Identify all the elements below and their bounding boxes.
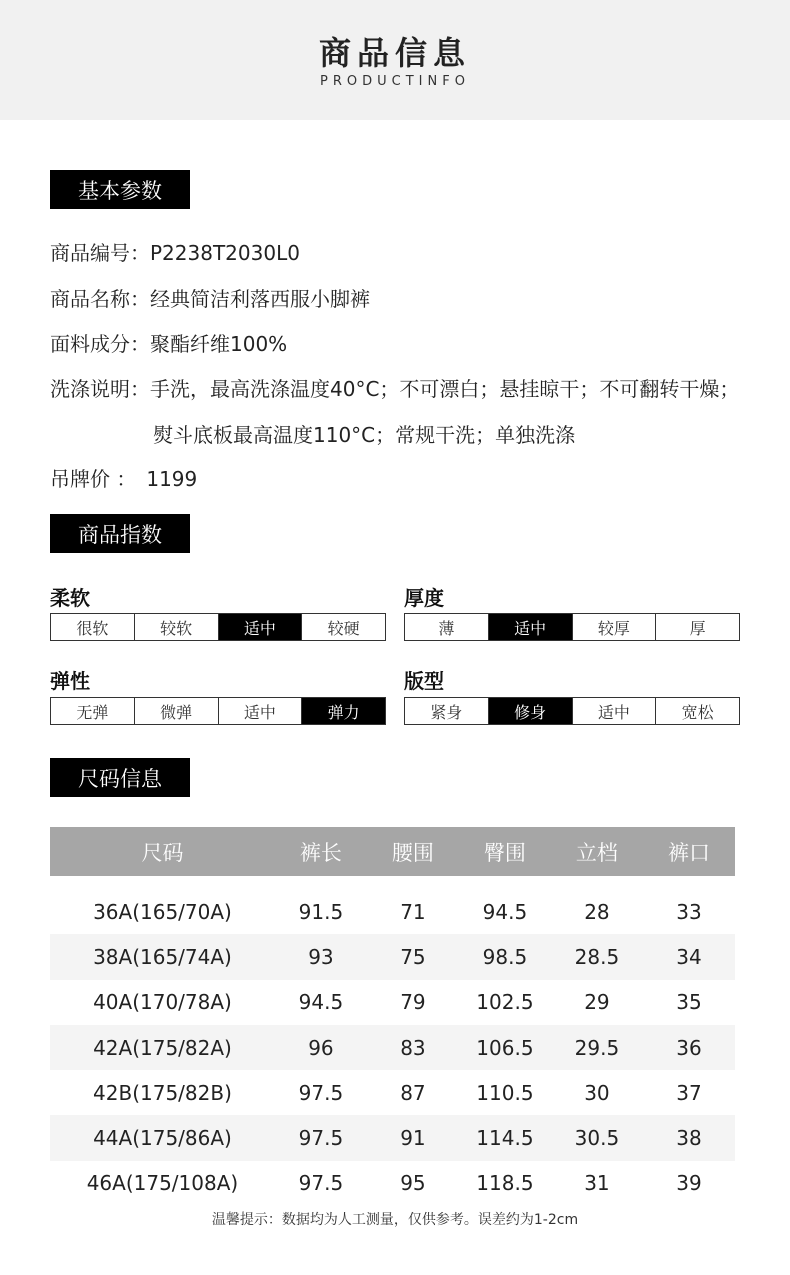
index-label-thickness: 厚度 — [404, 586, 444, 610]
param-key: 商品编号： — [50, 241, 150, 265]
page-title: 商品信息 — [318, 34, 471, 72]
table-cell: 30 — [584, 1080, 610, 1105]
param-wash-continued: 熨斗底板最高温度110°C；常规干洗；单独洗涤 — [153, 423, 576, 447]
table-cell: 28.5 — [551, 934, 643, 979]
index-option: 适中 — [573, 698, 657, 724]
index-option: 很软 — [51, 614, 135, 640]
index-option: 适中 — [219, 698, 303, 724]
table-cell: 42B(175/82B) — [93, 1080, 232, 1105]
index-option: 适中 — [219, 614, 303, 640]
section-tag-basic: 基本参数 — [50, 170, 190, 209]
param-value: 经典简洁利落西服小脚裤 — [150, 287, 370, 311]
param-row-fabric — [50, 328, 287, 357]
param-row-price — [50, 463, 197, 492]
table-row — [50, 934, 735, 979]
table-spacer — [50, 876, 735, 889]
table-cell: 31 — [584, 1171, 610, 1196]
table-cell: 114.5 — [459, 1115, 551, 1160]
table-cell: 44A(175/86A) — [50, 1115, 275, 1160]
index-scale-elasticity — [50, 697, 386, 725]
table-cell: 83 — [367, 1025, 459, 1070]
table-cell: 42A(175/82A) — [50, 1025, 275, 1070]
table-cell: 29 — [584, 990, 610, 1015]
table-cell: 97.5 — [275, 1115, 367, 1160]
param-value: 手洗，最高洗涤温度40°C；不可漂白；悬挂晾干；不可翻转干燥； — [150, 377, 740, 401]
index-option: 厚 — [689, 618, 706, 638]
table-cell: 94.5 — [482, 899, 528, 924]
index-label-softness: 柔软 — [50, 586, 90, 610]
table-cell: 35 — [676, 990, 702, 1015]
column-header: 立档 — [551, 827, 643, 876]
table-cell: 75 — [367, 934, 459, 979]
table-cell: 29.5 — [551, 1025, 643, 1070]
param-row-name — [50, 283, 370, 312]
section-tag-index: 商品指数 — [50, 514, 190, 553]
table-cell: 87 — [400, 1080, 426, 1105]
spacer-cell — [50, 876, 735, 889]
table-cell: 91 — [367, 1115, 459, 1160]
table-row — [50, 980, 735, 1025]
table-row — [50, 1070, 735, 1115]
table-cell: 40A(170/78A) — [93, 990, 232, 1015]
index-option: 紧身 — [405, 698, 489, 724]
table-row — [50, 1161, 735, 1206]
index-option: 适中 — [489, 614, 573, 640]
index-label-fit: 版型 — [404, 669, 444, 693]
index-option: 较厚 — [573, 614, 657, 640]
index-option: 微弹 — [135, 698, 219, 724]
table-cell: 97.5 — [298, 1080, 344, 1105]
column-header: 臀围 — [459, 827, 551, 876]
table-cell: 37 — [676, 1080, 702, 1105]
table-row — [50, 889, 735, 934]
column-header: 腰围 — [367, 827, 459, 876]
table-row — [50, 1115, 735, 1160]
table-cell: 95 — [400, 1171, 426, 1196]
column-header: 裤口 — [643, 827, 735, 876]
table-cell: 102.5 — [476, 990, 534, 1015]
param-row-wash — [50, 373, 739, 402]
index-option: 宽松 — [681, 702, 714, 722]
index-scale-softness — [50, 613, 386, 641]
table-cell: 30.5 — [551, 1115, 643, 1160]
param-row-code — [50, 237, 300, 266]
measurement-note: 温馨提示：数据均为人工测量，仅供参考。误差约为1-2cm — [211, 1212, 579, 1228]
index-option: 较软 — [135, 614, 219, 640]
table-row — [50, 1025, 735, 1070]
index-option: 薄 — [405, 614, 489, 640]
param-value: P2238T2030L0 — [150, 241, 300, 265]
size-table-header — [50, 827, 735, 876]
size-table — [50, 827, 735, 1206]
table-cell: 46A(175/108A) — [86, 1171, 239, 1196]
param-value: 聚酯纤维100% — [150, 332, 288, 356]
param-key: 洗涤说明： — [50, 377, 150, 401]
table-cell: 28 — [584, 899, 610, 924]
table-cell: 36 — [643, 1025, 735, 1070]
table-cell: 36A(165/70A) — [93, 899, 232, 924]
index-label-elasticity: 弹性 — [50, 669, 90, 693]
table-cell: 38A(165/74A) — [50, 934, 275, 979]
index-scale-fit — [404, 697, 740, 725]
table-cell: 71 — [400, 899, 426, 924]
table-cell: 98.5 — [459, 934, 551, 979]
param-value: 1199 — [146, 467, 198, 491]
param-key: 面料成分： — [50, 332, 150, 356]
table-cell: 96 — [275, 1025, 367, 1070]
table-cell: 110.5 — [476, 1080, 534, 1105]
page-header — [0, 0, 790, 120]
table-cell: 33 — [676, 899, 702, 924]
table-cell: 79 — [400, 990, 426, 1015]
column-header: 裤长 — [275, 827, 367, 876]
table-cell: 38 — [643, 1115, 735, 1160]
index-option: 弹力 — [302, 698, 385, 724]
table-cell: 94.5 — [298, 990, 344, 1015]
table-cell: 91.5 — [298, 899, 344, 924]
table-cell: 34 — [643, 934, 735, 979]
param-key: 商品名称： — [50, 287, 150, 311]
param-key: 吊牌价 ： — [50, 467, 137, 491]
page-subtitle: PRODUCTINFO — [320, 74, 470, 89]
table-cell: 93 — [275, 934, 367, 979]
index-option: 较硬 — [327, 618, 360, 638]
index-scale-thickness — [404, 613, 740, 641]
table-cell: 97.5 — [298, 1171, 344, 1196]
section-tag-size: 尺码信息 — [50, 758, 190, 797]
table-cell: 106.5 — [459, 1025, 551, 1070]
index-option: 无弹 — [51, 698, 135, 724]
index-option: 修身 — [489, 698, 573, 724]
table-cell: 39 — [676, 1171, 702, 1196]
column-header: 尺码 — [50, 827, 275, 876]
table-cell: 118.5 — [476, 1171, 534, 1196]
